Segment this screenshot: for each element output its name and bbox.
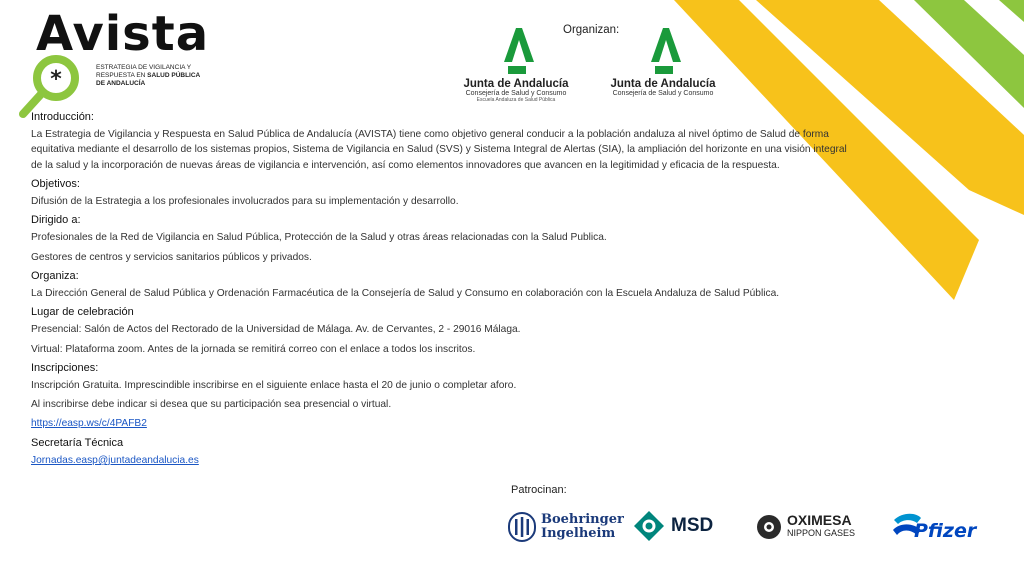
organizer-text: La Dirección General de Salud Pública y Ordenación Farmacéutica de la Consejería de Salud y Consumo en colaboración con la Escuela Andaluza de Salud Pública. (31, 288, 780, 300)
sponsor-msd: MSD (633, 510, 713, 542)
intro-text: La Estrategia de Vigilancia y Respuesta en Salud Pública de Andalucía (AVISTA) tiene como objetivo general conducir a la población andaluza al nivel óptimo de Salud de forma equitativa mediante el desarrollo de los sistemas propios, Sistema de Vigilancia en Salud (SVS) y Sistema Integral de Alertas (SIA), la ampliación del horizonte en una visión integral de la salud y la incorporación de nuevas áreas de vigilancia e intervención, así como elementos innovadores que avancen en la legitimidad y eficacia de la respuesta. (31, 129, 847, 171)
audience-line-2: Gestores de centros y servicios sanitarios públicos y privados. (31, 251, 312, 263)
registration-line-2: Al inscribirse debe indicar si desea que su participación sea presencial o virtual. (31, 399, 392, 411)
oximesa-icon (756, 514, 782, 540)
junta-andalucia-icon (645, 28, 681, 78)
organizer-logo-easp: Junta de Andalucía Consejería de Salud y Consumo Escuela Andaluza de Salud Pública (458, 28, 574, 103)
logo-subtitle: ESTRATEGIA DE VIGILANCIA Y RESPUESTA EN SALUD PÚBLICA DE ANDALUCÍA (96, 64, 201, 87)
registration-heading: Inscripciones: (31, 361, 99, 374)
svg-text:*: * (50, 67, 62, 92)
secretariat-email-link[interactable]: Jornadas.easp@juntadeandalucia.es (31, 454, 199, 466)
logo-wordmark: Avista (36, 6, 210, 62)
secretariat-heading: Secretaría Técnica (31, 436, 124, 449)
objectives-heading: Objetivos: (31, 177, 80, 190)
organizer-logo-consejeria: Junta de Andalucía Consejería de Salud y Consumo (604, 28, 722, 97)
venue-heading: Lugar de celebración (31, 306, 134, 319)
venue-line-2: Virtual: Plataforma zoom. Antes de la jornada se remitirá correo con el enlace a todos los inscritos. (31, 343, 476, 355)
registration-link[interactable]: https://easp.ws/c/4PAFB2 (31, 418, 147, 430)
event-details (31, 110, 851, 472)
intro-heading: Introducción: (31, 111, 94, 123)
sponsors-label: Patrocinan: (511, 484, 567, 496)
avista-logo (18, 6, 238, 116)
sponsor-oximesa: OXIMESA NIPPON GASES (756, 514, 855, 540)
boehringer-icon (508, 512, 536, 542)
audience-line-1: Profesionales de la Red de Vigilancia en Salud Pública, Protección de la Salud y otras áreas relacionadas con la Salud Publica. (31, 232, 607, 244)
sponsor-boehringer-ingelheim: Boehringer Ingelheim (508, 512, 624, 542)
audience-heading: Dirigido a: (31, 214, 81, 227)
organizers-label: Organizan: (563, 24, 620, 36)
registration-line-1: Inscripción Gratuita. Imprescindible inscribirse en el siguiente enlace hasta el 20 de junio o completar aforo. (31, 380, 517, 392)
organizer-heading: Organiza: (31, 269, 79, 282)
sponsor-pfizer: Pfizer (890, 510, 976, 544)
venue-line-1: Presencial: Salón de Actos del Rectorado de la Universidad de Málaga. Av. de Cervantes, 2 - 29016 Málaga. (31, 324, 521, 336)
msd-icon (633, 510, 665, 542)
junta-andalucia-icon (498, 28, 534, 78)
objectives-text: Difusión de la Estrategia a los profesionales involucrados para su implementación y desarrollo. (31, 196, 459, 208)
